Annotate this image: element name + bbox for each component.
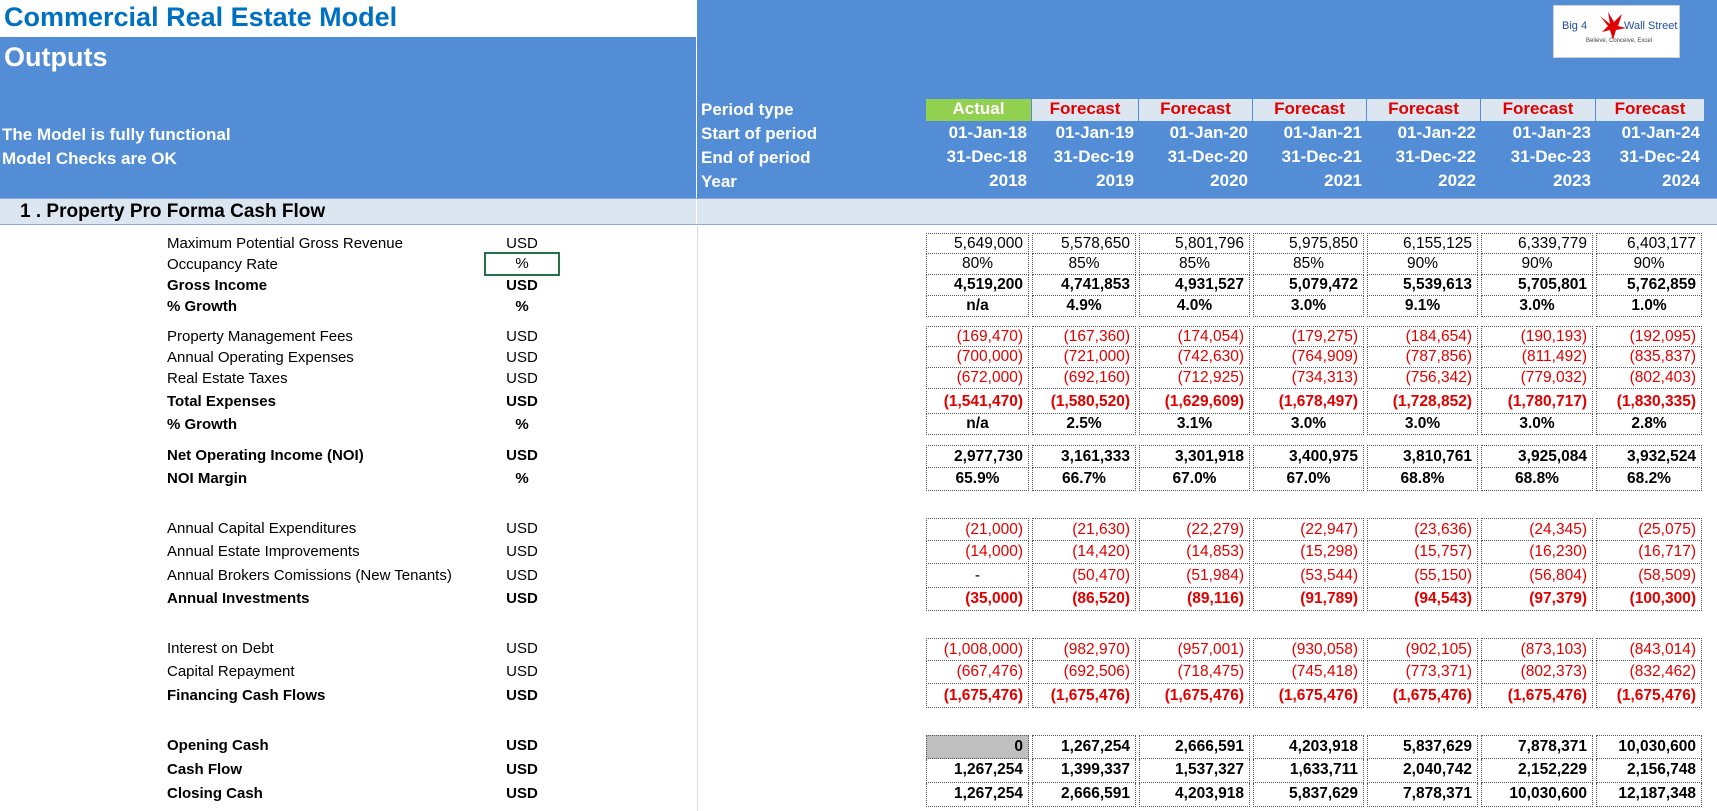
- logo-tagline: Believe, Conceive, Excel: [1586, 38, 1653, 44]
- value-cell[interactable]: 3,925,084: [1481, 445, 1593, 468]
- value-cell[interactable]: (1,675,476): [1481, 685, 1593, 708]
- value-cell[interactable]: 5,539,613: [1367, 275, 1478, 296]
- value-cell[interactable]: (91,789): [1253, 588, 1364, 611]
- value-cell[interactable]: (86,520): [1032, 588, 1136, 611]
- model-status-checks: Model Checks are OK: [2, 149, 177, 168]
- value-cell[interactable]: 5,649,000: [926, 233, 1029, 254]
- value-cell[interactable]: 3,161,333: [1032, 445, 1136, 468]
- value-cell[interactable]: 80%: [926, 254, 1029, 275]
- value-cell[interactable]: (23,636): [1367, 518, 1478, 541]
- row-label[interactable]: Financing Cash Flows: [167, 687, 326, 704]
- value-cell[interactable]: 2,666,591: [1032, 783, 1136, 807]
- value-cell[interactable]: 6,155,125: [1367, 233, 1478, 254]
- row-label[interactable]: Capital Repayment: [167, 663, 295, 680]
- value-cell[interactable]: (167,360): [1032, 326, 1136, 347]
- period-start-2019[interactable]: 01-Jan-19: [1055, 123, 1134, 142]
- row-label[interactable]: Maximum Potential Gross Revenue: [167, 235, 403, 252]
- period-start-2022[interactable]: 01-Jan-22: [1397, 123, 1476, 142]
- value-cell[interactable]: (53,544): [1253, 565, 1364, 588]
- value-cell[interactable]: 68.2%: [1596, 468, 1702, 491]
- value-cell[interactable]: (16,230): [1481, 541, 1593, 564]
- row-unit[interactable]: USD: [506, 447, 538, 464]
- value-cell[interactable]: 5,975,850: [1253, 233, 1364, 254]
- value-cell[interactable]: (873,103): [1481, 638, 1593, 661]
- value-cell[interactable]: (89,116): [1139, 588, 1250, 611]
- value-cell[interactable]: 66.7%: [1032, 468, 1136, 491]
- value-cell[interactable]: 4.9%: [1032, 296, 1136, 317]
- value-cell[interactable]: (97,379): [1481, 588, 1593, 611]
- start-of-period-label: Start of period: [701, 124, 818, 143]
- logo-text-left: Big 4: [1562, 20, 1588, 32]
- row-unit[interactable]: USD: [506, 393, 538, 410]
- value-cell[interactable]: (1,678,497): [1253, 391, 1364, 414]
- value-cell[interactable]: (756,342): [1367, 368, 1478, 389]
- value-cell[interactable]: 1,399,337: [1032, 759, 1136, 783]
- value-cell[interactable]: (1,629,609): [1139, 391, 1250, 414]
- period-end-2024[interactable]: 31-Dec-24: [1619, 147, 1700, 166]
- value-cell[interactable]: (1,541,470): [926, 391, 1029, 414]
- value-cell[interactable]: (1,675,476): [926, 685, 1029, 708]
- row-label[interactable]: Closing Cash: [167, 785, 263, 802]
- period-type-2019[interactable]: Forecast: [1032, 99, 1138, 121]
- value-cell[interactable]: 10,030,600: [1596, 735, 1702, 759]
- row-label[interactable]: Annual Operating Expenses: [167, 349, 354, 366]
- value-cell[interactable]: (773,371): [1367, 661, 1478, 684]
- period-start-2023[interactable]: 01-Jan-23: [1512, 123, 1591, 142]
- value-cell[interactable]: 4,741,853: [1032, 275, 1136, 296]
- value-cell[interactable]: 3,932,524: [1596, 445, 1702, 468]
- value-cell[interactable]: 67.0%: [1139, 468, 1250, 491]
- value-cell[interactable]: 85%: [1139, 254, 1250, 275]
- row-unit[interactable]: USD: [506, 328, 538, 345]
- value-cell[interactable]: (179,275): [1253, 326, 1364, 347]
- period-end-2023[interactable]: 31-Dec-23: [1510, 147, 1591, 166]
- value-cell[interactable]: 3,301,918: [1139, 445, 1250, 468]
- row-label[interactable]: Property Management Fees: [167, 328, 353, 345]
- period-year-2023[interactable]: 2023: [1553, 171, 1591, 190]
- row-unit[interactable]: USD: [506, 785, 538, 802]
- period-end-2019[interactable]: 31-Dec-19: [1053, 147, 1134, 166]
- page-subtitle: Outputs: [4, 42, 108, 72]
- model-status-functional: The Model is fully functional: [2, 125, 231, 144]
- row-unit[interactable]: %: [515, 298, 529, 315]
- value-cell[interactable]: (692,506): [1032, 661, 1136, 684]
- value-cell[interactable]: (1,675,476): [1253, 685, 1364, 708]
- value-cell[interactable]: (1,008,000): [926, 638, 1029, 661]
- row-unit[interactable]: USD: [506, 737, 538, 754]
- value-cell[interactable]: (190,193): [1481, 326, 1593, 347]
- period-type-2018[interactable]: Actual: [926, 99, 1031, 121]
- value-cell[interactable]: 3,400,975: [1253, 445, 1364, 468]
- value-cell[interactable]: (718,475): [1139, 661, 1250, 684]
- value-cell[interactable]: (734,313): [1253, 368, 1364, 389]
- value-cell[interactable]: 1.0%: [1596, 296, 1702, 317]
- period-type-2022[interactable]: Forecast: [1367, 99, 1480, 121]
- row-label[interactable]: Gross Income: [167, 277, 268, 294]
- value-cell[interactable]: (802,373): [1481, 661, 1593, 684]
- value-cell[interactable]: 2,156,748: [1596, 759, 1702, 783]
- column-separator: [697, 226, 698, 811]
- value-cell[interactable]: 2,666,591: [1139, 735, 1250, 759]
- value-cell[interactable]: 5,801,796: [1139, 233, 1250, 254]
- value-cell[interactable]: (174,054): [1139, 326, 1250, 347]
- period-end-2021[interactable]: 31-Dec-21: [1281, 147, 1362, 166]
- value-cell[interactable]: (14,853): [1139, 541, 1250, 564]
- value-cell[interactable]: 12,187,348: [1596, 783, 1702, 807]
- value-cell[interactable]: 5,762,859: [1596, 275, 1702, 296]
- value-cell[interactable]: (22,279): [1139, 518, 1250, 541]
- period-type-2023[interactable]: Forecast: [1481, 99, 1595, 121]
- row-label[interactable]: Annual Brokers Comissions (New Tenants): [167, 567, 452, 584]
- period-start-2024[interactable]: 01-Jan-24: [1621, 123, 1700, 142]
- row-label[interactable]: Opening Cash: [167, 737, 269, 754]
- value-cell[interactable]: 90%: [1481, 254, 1593, 275]
- value-cell[interactable]: (843,014): [1596, 638, 1702, 661]
- row-unit[interactable]: USD: [506, 277, 538, 294]
- value-cell[interactable]: (16,717): [1596, 541, 1702, 564]
- row-label[interactable]: NOI Margin: [167, 470, 248, 487]
- value-cell[interactable]: (672,000): [926, 368, 1029, 389]
- value-cell[interactable]: 9.1%: [1367, 296, 1478, 317]
- value-cell[interactable]: (832,462): [1596, 661, 1702, 684]
- value-cell[interactable]: (1,780,717): [1481, 391, 1593, 414]
- row-unit[interactable]: USD: [506, 543, 538, 560]
- value-cell[interactable]: 4,203,918: [1139, 783, 1250, 807]
- value-cell[interactable]: 90%: [1367, 254, 1478, 275]
- value-cell[interactable]: (1,675,476): [1139, 685, 1250, 708]
- value-cell[interactable]: 4,519,200: [926, 275, 1029, 296]
- row-unit[interactable]: USD: [506, 687, 538, 704]
- value-cell[interactable]: 1,267,254: [1032, 735, 1136, 759]
- value-cell[interactable]: 7,878,371: [1481, 735, 1593, 759]
- value-cell[interactable]: 90%: [1596, 254, 1702, 275]
- value-cell[interactable]: (1,830,335): [1596, 391, 1702, 414]
- value-cell[interactable]: 85%: [1253, 254, 1364, 275]
- value-cell[interactable]: 2,977,730: [926, 445, 1029, 468]
- value-cell[interactable]: (25,075): [1596, 518, 1702, 541]
- value-cell[interactable]: 85%: [1032, 254, 1136, 275]
- value-cell[interactable]: 0: [926, 735, 1029, 759]
- value-cell[interactable]: (169,470): [926, 326, 1029, 347]
- value-cell[interactable]: (745,418): [1253, 661, 1364, 684]
- row-unit[interactable]: USD: [506, 663, 538, 680]
- value-cell[interactable]: 1,267,254: [926, 783, 1029, 807]
- value-cell[interactable]: (21,000): [926, 518, 1029, 541]
- value-cell[interactable]: (55,150): [1367, 565, 1478, 588]
- value-cell[interactable]: (742,630): [1139, 347, 1250, 368]
- value-cell[interactable]: 2.5%: [1032, 414, 1136, 435]
- period-type-2020[interactable]: Forecast: [1139, 99, 1252, 121]
- value-cell[interactable]: (35,000): [926, 588, 1029, 611]
- row-unit[interactable]: USD: [506, 349, 538, 366]
- period-year-2020[interactable]: 2020: [1210, 171, 1248, 190]
- row-label[interactable]: Real Estate Taxes: [167, 370, 288, 387]
- logo-text-right: Wall Street: [1624, 20, 1678, 32]
- value-cell[interactable]: (787,856): [1367, 347, 1478, 368]
- value-cell[interactable]: (100,300): [1596, 588, 1702, 611]
- period-end-2022[interactable]: 31-Dec-22: [1395, 147, 1476, 166]
- value-cell[interactable]: 4,203,918: [1253, 735, 1364, 759]
- value-cell[interactable]: 3.0%: [1481, 296, 1593, 317]
- value-cell[interactable]: n/a: [926, 414, 1029, 435]
- value-cell[interactable]: (21,630): [1032, 518, 1136, 541]
- period-year-2021[interactable]: 2021: [1324, 171, 1362, 190]
- value-cell[interactable]: (802,403): [1596, 368, 1702, 389]
- value-cell[interactable]: (56,804): [1481, 565, 1593, 588]
- value-cell[interactable]: (1,675,476): [1367, 685, 1478, 708]
- value-cell[interactable]: 5,837,629: [1253, 783, 1364, 807]
- value-cell[interactable]: 5,837,629: [1367, 735, 1478, 759]
- period-year-2018[interactable]: 2018: [989, 171, 1027, 190]
- value-cell[interactable]: (15,298): [1253, 541, 1364, 564]
- row-unit[interactable]: USD: [506, 235, 538, 252]
- period-type-2021[interactable]: Forecast: [1253, 99, 1366, 121]
- value-cell[interactable]: 65.9%: [926, 468, 1029, 491]
- company-logo: [1553, 5, 1680, 58]
- value-cell[interactable]: (779,032): [1481, 368, 1593, 389]
- value-cell[interactable]: (811,492): [1481, 347, 1593, 368]
- value-cell[interactable]: (1,728,852): [1367, 391, 1478, 414]
- row-label[interactable]: % Growth: [167, 416, 237, 433]
- value-cell[interactable]: 3,810,761: [1367, 445, 1478, 468]
- value-cell[interactable]: 4.0%: [1139, 296, 1250, 317]
- period-end-2020[interactable]: 31-Dec-20: [1167, 147, 1248, 166]
- value-cell[interactable]: 10,030,600: [1481, 783, 1593, 807]
- value-cell[interactable]: (700,000): [926, 347, 1029, 368]
- end-of-period-label: End of period: [701, 148, 811, 167]
- row-label[interactable]: Interest on Debt: [167, 640, 274, 657]
- value-cell[interactable]: 6,339,779: [1481, 233, 1593, 254]
- value-cell[interactable]: (1,675,476): [1032, 685, 1136, 708]
- row-unit[interactable]: USD: [506, 520, 538, 537]
- selected-unit-cell[interactable]: %: [484, 252, 560, 276]
- row-label[interactable]: Annual Estate Improvements: [167, 543, 360, 560]
- value-cell[interactable]: 4,931,527: [1139, 275, 1250, 296]
- page-title: Commercial Real Estate Model: [4, 2, 398, 32]
- period-year-2019[interactable]: 2019: [1096, 171, 1134, 190]
- value-cell[interactable]: 7,878,371: [1367, 783, 1478, 807]
- value-cell[interactable]: 67.0%: [1253, 468, 1364, 491]
- period-start-2020[interactable]: 01-Jan-20: [1169, 123, 1248, 142]
- year-label: Year: [701, 172, 737, 191]
- value-cell[interactable]: (982,970): [1032, 638, 1136, 661]
- row-label[interactable]: Net Operating Income (NOI): [167, 447, 364, 464]
- value-cell[interactable]: -: [926, 565, 1029, 588]
- value-cell[interactable]: 3.0%: [1253, 414, 1364, 435]
- value-cell[interactable]: 3.0%: [1481, 414, 1593, 435]
- period-year-2022[interactable]: 2022: [1438, 171, 1476, 190]
- value-cell[interactable]: (835,837): [1596, 347, 1702, 368]
- value-cell[interactable]: (24,345): [1481, 518, 1593, 541]
- value-cell[interactable]: (94,543): [1367, 588, 1478, 611]
- value-cell[interactable]: (902,105): [1367, 638, 1478, 661]
- value-cell[interactable]: 5,705,801: [1481, 275, 1593, 296]
- value-cell[interactable]: 6,403,177: [1596, 233, 1702, 254]
- period-year-2024[interactable]: 2024: [1662, 171, 1700, 190]
- header-divider: [696, 0, 697, 198]
- row-unit[interactable]: USD: [506, 761, 538, 778]
- value-cell[interactable]: 2,040,742: [1367, 759, 1478, 783]
- row-unit[interactable]: %: [515, 416, 529, 433]
- value-cell[interactable]: (58,509): [1596, 565, 1702, 588]
- value-cell[interactable]: (192,095): [1596, 326, 1702, 347]
- period-type-2024[interactable]: Forecast: [1596, 99, 1704, 121]
- value-cell[interactable]: 3.1%: [1139, 414, 1250, 435]
- value-cell[interactable]: (721,000): [1032, 347, 1136, 368]
- section-title: 1 . Property Pro Forma Cash Flow: [20, 201, 326, 222]
- section-bar-separator: [696, 199, 697, 224]
- value-cell[interactable]: (957,001): [1139, 638, 1250, 661]
- value-cell[interactable]: (22,947): [1253, 518, 1364, 541]
- row-unit[interactable]: USD: [506, 370, 538, 387]
- value-cell[interactable]: 1,633,711: [1253, 759, 1364, 783]
- row-label[interactable]: Total Expenses: [167, 393, 276, 410]
- value-cell[interactable]: (930,058): [1253, 638, 1364, 661]
- value-cell[interactable]: 5,578,650: [1032, 233, 1136, 254]
- value-cell[interactable]: 2.8%: [1596, 414, 1702, 435]
- period-start-2021[interactable]: 01-Jan-21: [1283, 123, 1362, 142]
- row-unit[interactable]: USD: [506, 590, 538, 607]
- period-end-2018[interactable]: 31-Dec-18: [946, 147, 1027, 166]
- value-cell[interactable]: n/a: [926, 296, 1029, 317]
- period-type-label: Period type: [701, 100, 794, 119]
- value-cell[interactable]: (1,675,476): [1596, 685, 1702, 708]
- value-cell[interactable]: (14,420): [1032, 541, 1136, 564]
- value-cell[interactable]: (184,654): [1367, 326, 1478, 347]
- value-cell[interactable]: 68.8%: [1481, 468, 1593, 491]
- value-cell[interactable]: (50,470): [1032, 565, 1136, 588]
- value-cell[interactable]: (1,580,520): [1032, 391, 1136, 414]
- row-label[interactable]: Annual Investments: [167, 590, 310, 607]
- value-cell[interactable]: (764,909): [1253, 347, 1364, 368]
- row-unit[interactable]: USD: [506, 567, 538, 584]
- period-start-2018[interactable]: 01-Jan-18: [948, 123, 1027, 142]
- value-cell[interactable]: (692,160): [1032, 368, 1136, 389]
- row-label[interactable]: Occupancy Rate: [167, 256, 278, 273]
- section-header-bar: [0, 198, 1717, 225]
- value-cell[interactable]: 2,152,229: [1481, 759, 1593, 783]
- value-cell[interactable]: 68.8%: [1367, 468, 1478, 491]
- value-cell[interactable]: 1,267,254: [926, 759, 1029, 783]
- row-unit[interactable]: USD: [506, 640, 538, 657]
- value-cell[interactable]: 1,537,327: [1139, 759, 1250, 783]
- row-label[interactable]: Annual Capital Expenditures: [167, 520, 357, 537]
- value-cell[interactable]: 5,079,472: [1253, 275, 1364, 296]
- value-cell[interactable]: (712,925): [1139, 368, 1250, 389]
- row-label[interactable]: % Growth: [167, 298, 237, 315]
- value-cell[interactable]: 3.0%: [1253, 296, 1364, 317]
- value-cell[interactable]: (15,757): [1367, 541, 1478, 564]
- value-cell[interactable]: (667,476): [926, 661, 1029, 684]
- value-cell[interactable]: 3.0%: [1367, 414, 1478, 435]
- row-unit[interactable]: %: [515, 470, 529, 487]
- row-label[interactable]: Cash Flow: [167, 761, 243, 778]
- value-cell[interactable]: (14,000): [926, 541, 1029, 564]
- value-cell[interactable]: (51,984): [1139, 565, 1250, 588]
